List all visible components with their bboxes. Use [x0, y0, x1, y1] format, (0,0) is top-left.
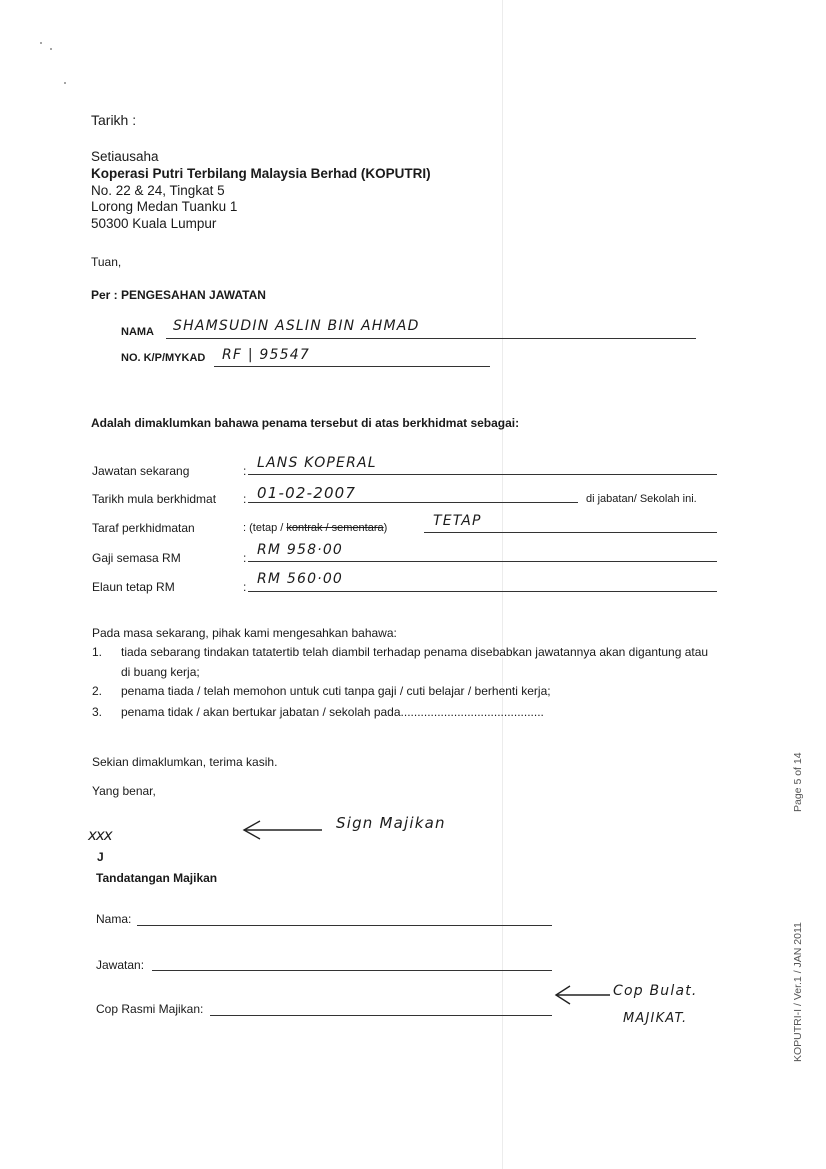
tarikh-mula-suffix: di jabatan/ Sekolah ini. — [586, 493, 697, 505]
closing-line: Sekian dimaklumkan, terima kasih. — [92, 755, 278, 769]
taraf-label: Taraf perkhidmatan — [92, 521, 195, 535]
tarikh-mula-underline — [248, 502, 578, 503]
taraf-close: ) — [383, 522, 388, 534]
subject-line: Per : PENGESAHAN JAWATAN — [91, 288, 266, 302]
tarikh-mula-label: Tarikh mula berkhidmat — [92, 492, 217, 506]
kp-underline — [214, 366, 490, 367]
employer-cop-label: Cop Rasmi Majikan: — [96, 1002, 204, 1016]
gaji-underline — [248, 561, 717, 562]
recipient-title: Setiausaha — [91, 149, 159, 164]
page-fold — [502, 0, 503, 1169]
elaun-colon: : — [243, 580, 247, 594]
jawatan-value: LANS KOPERAL — [257, 455, 377, 471]
tarikh-label: Tarikh : — [91, 112, 137, 128]
confirm-item-2-num: 2. — [92, 684, 103, 698]
jawatan-underline — [248, 474, 717, 475]
taraf-underline — [424, 532, 717, 533]
yang-benar: Yang benar, — [92, 784, 156, 798]
nama-underline — [166, 338, 696, 339]
salutation: Tuan, — [91, 255, 122, 269]
taraf-struck-options: kontrak / sementara — [286, 522, 384, 534]
nama-value: SHAMSUDIN ASLIN BIN AHMAD — [173, 318, 420, 334]
confirm-item-1-num: 1. — [92, 645, 103, 659]
employer-nama-label: Nama: — [96, 912, 132, 926]
arrow-left-icon — [242, 818, 326, 842]
employer-nama-line[interactable] — [137, 925, 552, 926]
sign-note: Sign Majikan — [336, 814, 446, 832]
recipient-address-2: Lorong Medan Tuanku 1 — [91, 199, 238, 214]
page-number: Page 5 of 14 — [792, 752, 804, 812]
employer-jawatan-line[interactable] — [152, 970, 552, 971]
arrow-left-icon — [554, 983, 612, 1007]
tarikh-mula-value: 01-02-2007 — [257, 484, 357, 502]
recipient-address-1: No. 22 & 24, Tingkat 5 — [91, 183, 225, 198]
taraf-value: TETAP — [433, 513, 482, 529]
recipient-org: Koperasi Putri Terbilang Malaysia Berhad (KOPUTRI) — [91, 166, 431, 181]
signature-label: Tandatangan Majikan — [96, 871, 218, 885]
confirm-item-2-text: penama tiada / telah memohon untuk cuti tanpa gaji / cuti belajar / berhenti kerja; — [121, 684, 551, 698]
cop-note-line-1: Cop Bulat. — [613, 983, 698, 999]
employer-cop-line[interactable] — [210, 1015, 552, 1016]
kp-label: NO. K/P/MYKAD — [121, 352, 206, 364]
taraf-options — [243, 522, 387, 534]
elaun-value: RM 560·00 — [257, 571, 344, 587]
intro-statement: Adalah dimaklumkan bahawa penama tersebut di atas berkhidmat sebagai: — [91, 416, 520, 430]
confirm-item-1-text: tiada sebarang tindakan tatatertib telah diambil terhadap penama disebabkan jawatannya akan digantung atau — [121, 645, 709, 659]
footer-code: KOPUTRI-I / Ver.1 / JAN 2011 — [792, 922, 804, 1062]
scan-speck — [40, 42, 42, 44]
cop-note-line-2: MAJIKAT. — [623, 1011, 688, 1026]
signature-initial: J — [97, 850, 104, 864]
jawatan-colon: : — [243, 464, 247, 478]
tarikh-mula-colon: : — [243, 492, 247, 506]
gaji-colon: : — [243, 551, 247, 565]
recipient-address-3: 50300 Kuala Lumpur — [91, 216, 217, 231]
elaun-label: Elaun tetap RM — [92, 580, 175, 594]
confirm-item-3-num: 3. — [92, 705, 103, 719]
scan-speck — [50, 48, 52, 50]
scan-speck — [64, 82, 66, 84]
elaun-underline — [248, 591, 717, 592]
confirm-item-1-cont: di buang kerja; — [121, 665, 200, 679]
gaji-value: RM 958·00 — [257, 542, 344, 558]
jawatan-label: Jawatan sekarang — [92, 464, 190, 478]
confirm-item-3-text: penama tidak / akan bertukar jabatan / sekolah pada........................................... — [121, 705, 544, 719]
kp-value: RF | 95547 — [222, 347, 310, 363]
taraf-prefix: : (tetap / — [243, 522, 287, 534]
nama-label: NAMA — [121, 326, 154, 338]
signature-scribble: xxx — [88, 826, 112, 844]
gaji-label: Gaji semasa RM — [92, 551, 181, 565]
confirm-intro: Pada masa sekarang, pihak kami mengesahkan bahawa: — [92, 626, 397, 640]
employer-jawatan-label: Jawatan: — [96, 958, 145, 972]
